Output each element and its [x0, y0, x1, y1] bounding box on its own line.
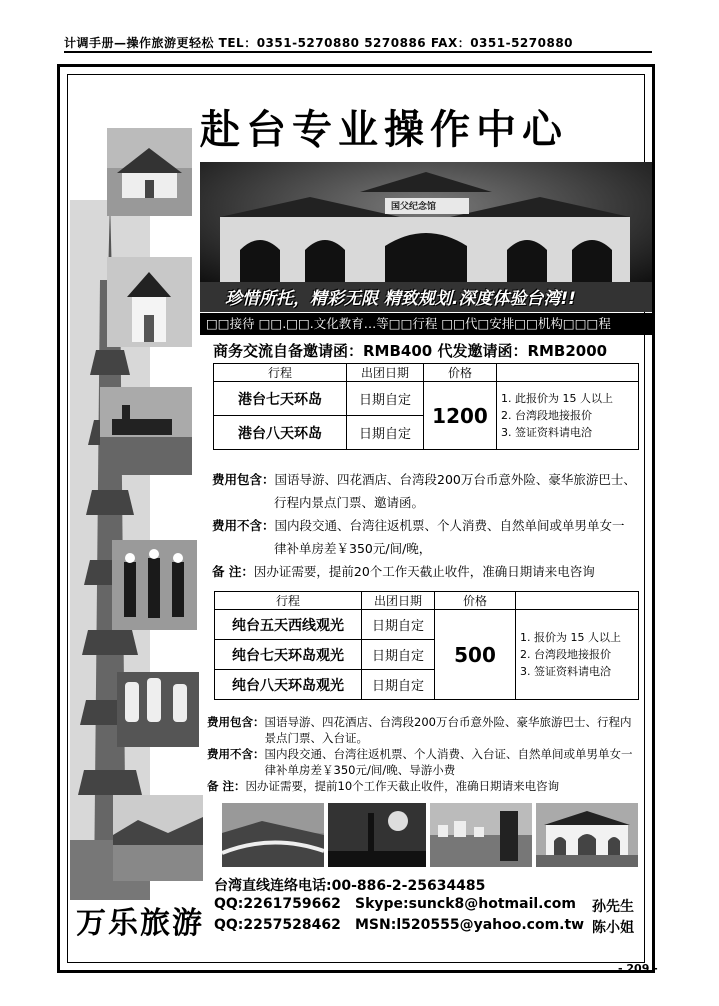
note-item: 1. 此报价为 15 人以上 — [501, 392, 613, 405]
note-item: 2. 台湾段地接报价 — [501, 409, 592, 422]
col-route-header: 行程 — [215, 592, 362, 610]
taiwan-direct-phone: 台湾直线连络电话:00-886-2-25634485 — [214, 878, 486, 894]
gate-sign: 国父纪念馆 — [391, 202, 437, 212]
gate-arch-photo — [536, 803, 638, 867]
qq-contact-2: QQ:2257528462 — [214, 917, 341, 933]
exclude-text: 国内段交通、台湾往返机票、个人消费、入台证、自然单间或单男单女一律补单房差￥350元/间/晚、导游小费 — [264, 747, 633, 777]
include-text: 国语导游、四花酒店、台湾段200万台币意外险、豪华旅游巴士、 — [274, 472, 636, 487]
coastline-photo — [222, 803, 324, 867]
fees-block-1 — [212, 468, 642, 583]
col-route-header: 行程 — [214, 364, 347, 382]
service-bar: □□接待 □□.□□.文化教育…等□□行程 □□代□安排□□机构□□□程 — [200, 313, 652, 335]
exclude-label: 费用不含： — [207, 747, 265, 761]
price-cell: 1200 — [424, 382, 497, 450]
hk-taiwan-price-table — [213, 363, 639, 450]
route-cell: 纯台五天西线观光 — [215, 610, 362, 640]
col-price-header: 价格 — [424, 364, 497, 382]
contact-person-1: 孙先生 — [592, 899, 634, 915]
table-row — [215, 610, 639, 640]
date-cell: 日期自定 — [362, 670, 435, 700]
note-item: 3. 签证资料请电洽 — [520, 665, 611, 678]
price-cell: 500 — [435, 610, 516, 700]
note-item: 2. 台湾段地接报价 — [520, 648, 611, 661]
include-label: 费用包含： — [207, 715, 265, 729]
col-notes-header — [497, 364, 639, 382]
date-cell: 日期自定 — [347, 416, 424, 450]
col-price-header: 价格 — [435, 592, 516, 610]
fees-block-2 — [207, 714, 642, 794]
include-text-continued: 行程内景点门票、邀请函。 — [274, 495, 425, 510]
taipei-skyline-photo — [328, 803, 426, 867]
honor-guard-photo — [112, 540, 197, 630]
include-label: 费用包含： — [212, 472, 275, 487]
contact-person-2: 陈小姐 — [592, 920, 634, 936]
chiang-kai-shek-hall-photo — [107, 257, 192, 347]
night-market-photo — [117, 672, 199, 747]
route-cell: 港台八天环岛 — [214, 416, 347, 450]
date-cell: 日期自定 — [362, 610, 435, 640]
msn-contact: MSN:l520555@yahoo.com.tw — [355, 917, 585, 933]
skype-contact: Skype:sunck8@hotmail.com — [355, 896, 576, 912]
harbor-city-photo — [430, 803, 532, 867]
page-title: 赴台专业操作中心 — [200, 106, 568, 153]
note-item: 1. 报价为 15 人以上 — [520, 631, 621, 644]
memorial-hall-photo — [107, 128, 192, 216]
notes-cell — [516, 610, 639, 700]
sun-moon-lake-photo — [113, 795, 203, 881]
col-date-header: 出团日期 — [347, 364, 424, 382]
remark-label: 备 注： — [207, 779, 246, 793]
col-notes-header — [516, 592, 639, 610]
header-rule — [64, 51, 652, 53]
remark-label: 备 注： — [212, 564, 254, 579]
qq-contact-1: QQ:2261759662 — [214, 896, 341, 912]
route-cell: 港台七天环岛 — [214, 382, 347, 416]
table-row — [214, 382, 639, 416]
date-cell: 日期自定 — [362, 640, 435, 670]
page-number: - 209 - — [618, 962, 658, 975]
invitation-price-line: 商务交流自备邀请函：RMB400 代发邀请函：RMB2000 — [213, 342, 608, 360]
col-date-header: 出团日期 — [362, 592, 435, 610]
note-item: 3. 签证资料请电洽 — [501, 426, 592, 439]
route-cell: 纯台八天环岛观光 — [215, 670, 362, 700]
banner-slogan: 珍惜所托，精彩无限 精致规划.深度体验台湾!! — [225, 289, 576, 309]
brand-logo-text: 万乐旅游 — [76, 906, 204, 941]
include-text: 国语导游、四花酒店、台湾段200万台币意外险、豪华旅游巴士、行程内景点门票、入台证。 — [264, 715, 632, 745]
date-cell: 日期自定 — [347, 382, 424, 416]
route-cell: 纯台七天环岛观光 — [215, 640, 362, 670]
exclude-label: 费用不含： — [212, 518, 275, 533]
exclude-text: 国内段交通、台湾往返机票、个人消费、自然单间或单男单女一 — [274, 518, 625, 533]
header-contact-line: 计调手册—操作旅游更轻松 TEL：0351-5270880 5270886 FAX：0351-5270880 — [64, 36, 574, 50]
notes-cell — [497, 382, 639, 450]
harbor-ship-photo — [100, 387, 192, 475]
remark-text: 因办证需要，提前10个工作天截止收件，准确日期请来电咨询 — [245, 779, 560, 793]
exclude-text-continued: 律补单房差￥350元/间/晚， — [274, 541, 432, 556]
remark-text: 因办证需要，提前20个工作天截止收件，准确日期请来电咨询 — [253, 564, 595, 579]
taiwan-only-price-table — [214, 591, 639, 700]
